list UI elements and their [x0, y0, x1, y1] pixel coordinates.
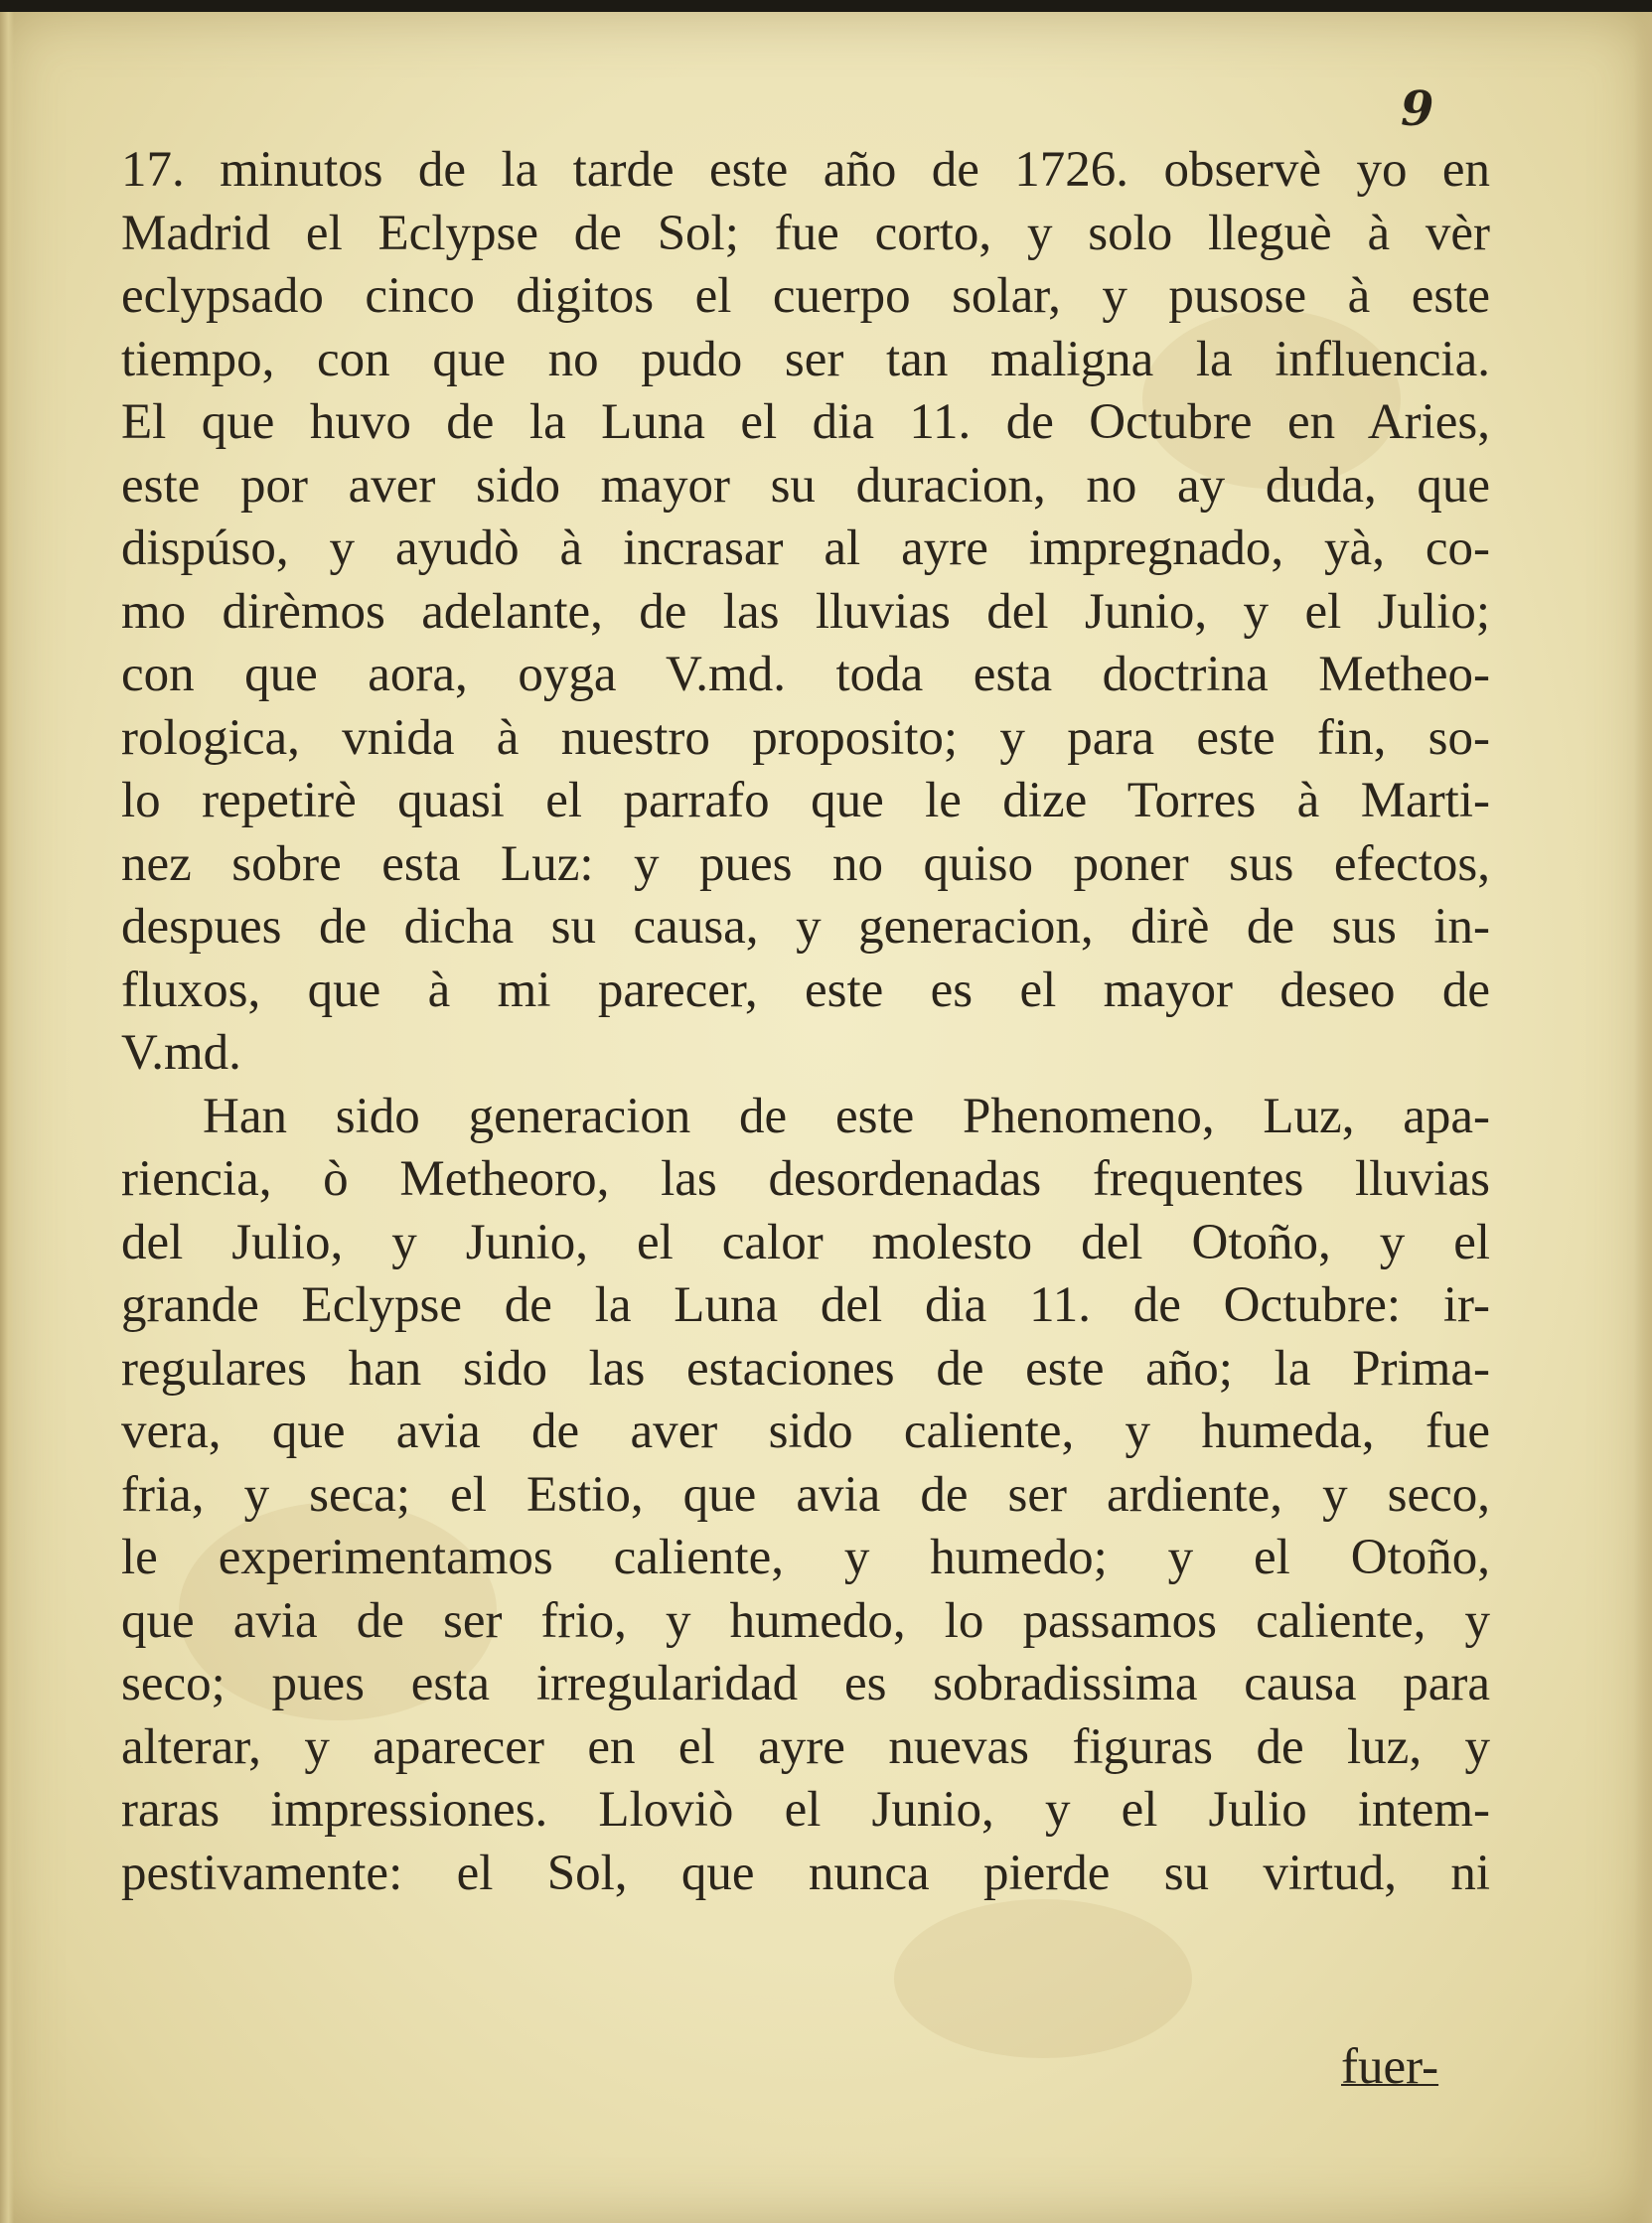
text-line: riencia, ò Metheoro, las desordenadas frequentes lluvias	[121, 1151, 1490, 1207]
page-left-edge	[0, 12, 14, 2223]
text-line: fria, y seca; el Estio, que avia de ser ardiente, y seco,	[121, 1466, 1490, 1523]
paragraph-2	[121, 1086, 1490, 1906]
text-line: raras impressiones. Lloviò el Junio, y el Julio intem-	[121, 1782, 1490, 1838]
text-line: grande Eclypse de la Luna del dia 11. de Octubre: ir-	[121, 1277, 1490, 1333]
text-line: regulares han sido las estaciones de este año; la Prima-	[121, 1340, 1490, 1397]
text-line: le experimentamos caliente, y humedo; y el Otoño,	[121, 1530, 1490, 1585]
text-line: vera, que avia de aver sido caliente, y humeda, fue	[121, 1404, 1490, 1459]
text-line: V.md.	[121, 1025, 241, 1081]
text-line: del Julio, y Junio, el calor molesto del Otoño, y el	[121, 1214, 1490, 1270]
text-line: El que huvo de la Luna el dia 11. de Octubre en Aries,	[121, 394, 1490, 450]
catchword: fuer-	[1341, 2039, 1439, 2095]
text-line: nez sobre esta Luz: y pues no quiso poner sus efectos,	[121, 835, 1490, 892]
text-line: mo dirèmos adelante, de las lluvias del Junio, y el Julio;	[121, 583, 1490, 640]
page-right-edge	[1634, 12, 1652, 2223]
text-line: Madrid el Eclypse de Sol; fue corto, y solo lleguè à vèr	[121, 205, 1490, 261]
text-line: rologica, vnida à nuestro proposito; y para este fin, so-	[121, 709, 1490, 766]
text-line: que avia de ser frio, y humedo, lo passamos caliente, y	[121, 1592, 1490, 1649]
book-page	[0, 12, 1652, 2223]
text-line: despues de dicha su causa, y generacion, dirè de sus in-	[121, 899, 1490, 955]
text-line: eclypsado cinco digitos el cuerpo solar, y pusose à este	[121, 268, 1490, 324]
text-line: seco; pues esta irregularidad es sobradissima causa para	[121, 1656, 1490, 1711]
text-line: lo repetirè quasi el parrafo que le dize Torres à Marti-	[121, 773, 1490, 828]
text-line: fluxos, que à mi parecer, este es el mayor deseo de	[121, 962, 1490, 1018]
text-line: este por aver sido mayor su duracion, no ay duda, que	[121, 457, 1490, 514]
text-line: con que aora, oyga V.md. toda esta doctrina Metheo-	[121, 647, 1490, 702]
text-line: alterar, y aparecer en el ayre nuevas figuras de luz, y	[121, 1718, 1490, 1775]
paper-stain	[894, 1899, 1192, 2058]
paragraph-1	[121, 139, 1490, 1086]
text-line: pestivamente: el Sol, que nunca pierde su virtud, ni	[121, 1845, 1490, 1901]
text-line: dispúso, y ayudò à incrasar al ayre impregnado, yà, co-	[121, 520, 1490, 576]
text-line: tiempo, con que no pudo ser tan maligna la influencia.	[121, 331, 1490, 387]
page-number: 9	[1401, 81, 1434, 137]
text-line: Han sido generacion de este Phenomeno, Luz, apa-	[203, 1088, 1490, 1144]
body-text	[121, 139, 1490, 1905]
text-line: 17. minutos de la tarde este año de 1726. observè yo en	[121, 142, 1490, 198]
